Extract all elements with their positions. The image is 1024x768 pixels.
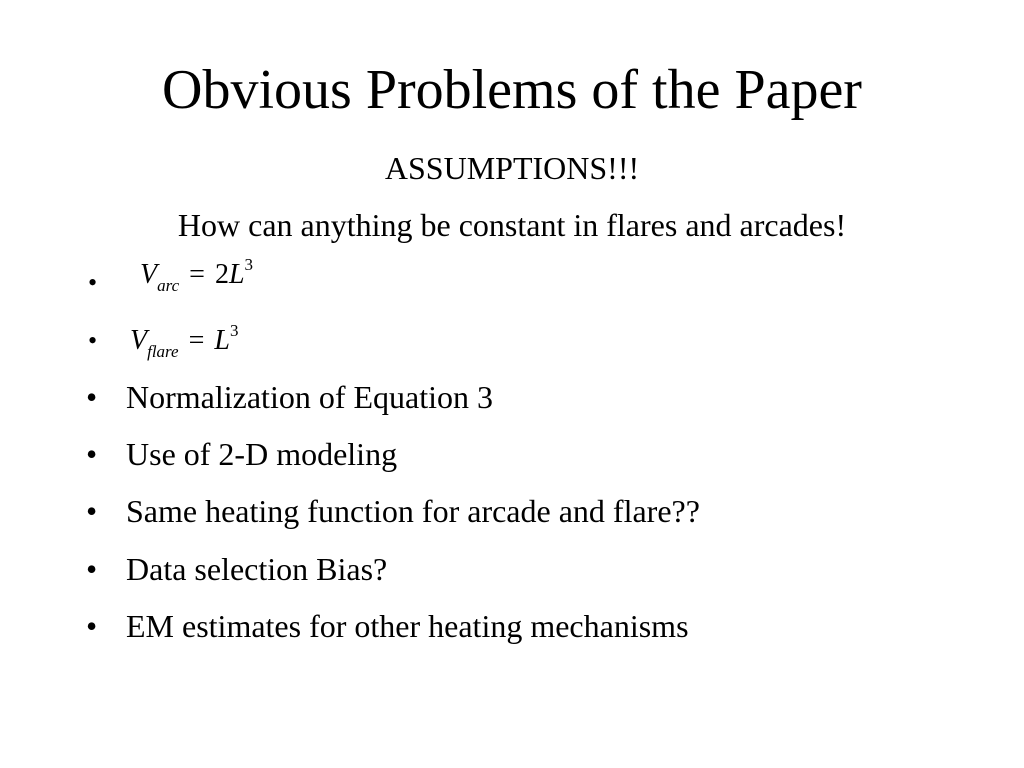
bullet-dot: • [88,326,98,355]
slide-title: Obvious Problems of the Paper [162,59,862,121]
list-item [86,491,700,531]
bullet-dot: • [88,268,98,297]
list-item-text: EM estimates for other heating mechanisms [126,608,689,644]
list-item [86,434,397,474]
bullet-dot: • [86,493,98,529]
list-item-text: Data selection Bias? [126,551,388,587]
list-item-text: Use of 2-D modeling [126,436,398,472]
list-item-text: Same heating function for arcade and flare?? [126,493,700,529]
list-item-text: Normalization of Equation 3 [126,379,494,415]
subheading-question: How can anything be constant in flares and arcades! [177,207,847,243]
equation-v-arc: $V_{arc} = 2L^3$ [140,255,254,295]
bullet-dot: • [86,379,98,415]
bullet-dot: • [86,551,98,587]
list-item [86,606,689,646]
bullet-dot: • [86,436,98,472]
list-item [86,377,493,417]
list-item [86,549,387,589]
equation-v-flare: $V_{flare} = L^3$ [130,321,239,361]
bullet-dot: • [86,608,98,644]
subheading-assumptions: ASSUMPTIONS!!! [384,150,640,186]
